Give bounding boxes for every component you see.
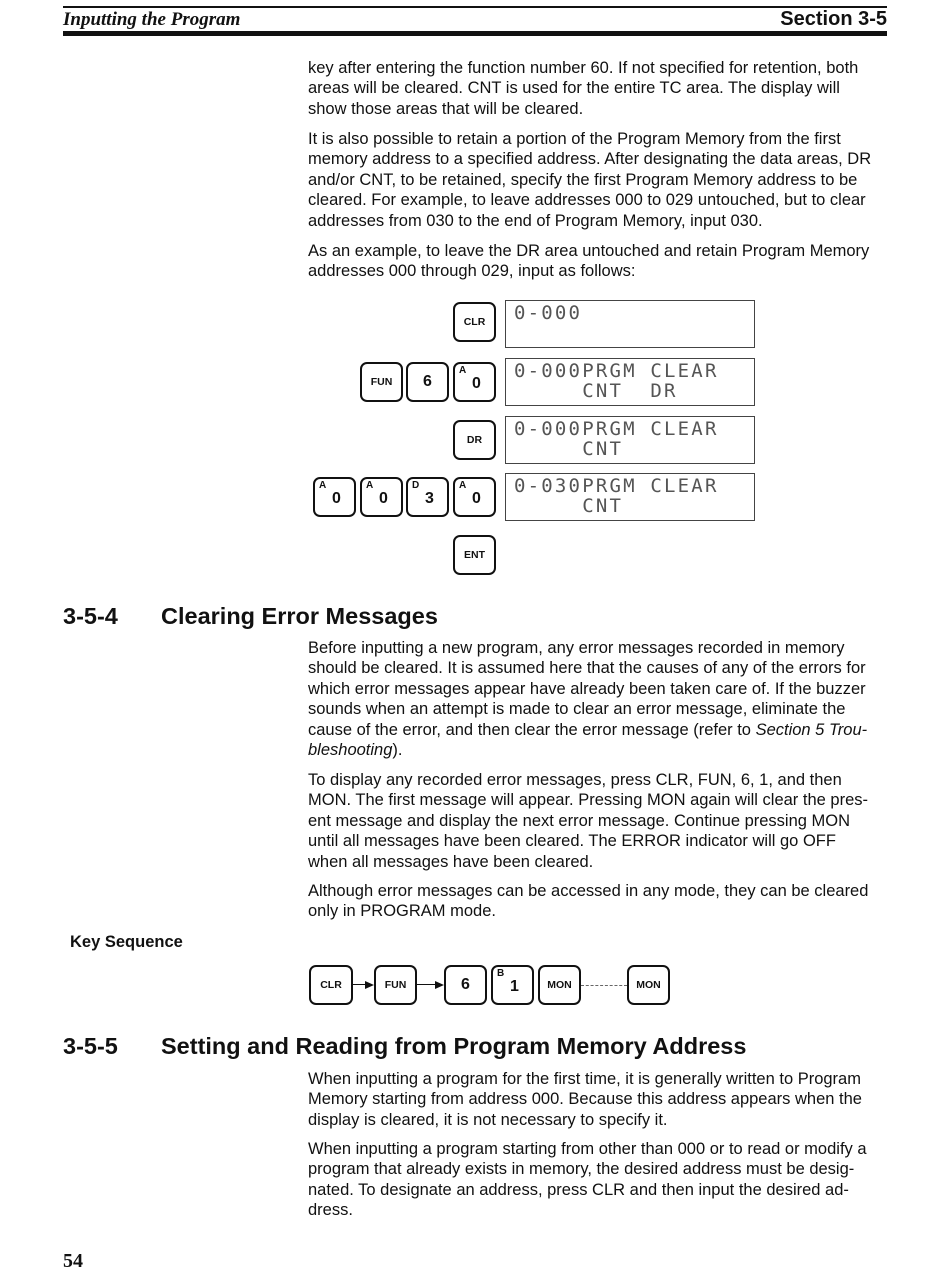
text-line: which error messages appear have already been taken care of. If the buzzer — [308, 679, 866, 698]
text-line: sounds when an attempt is made to clear an error message, eliminate the — [308, 700, 846, 719]
text-line: It is also possible to retain a portion of the Program Memory from the first — [308, 130, 841, 148]
fun-key — [374, 965, 417, 1005]
text-line: As an example, to leave the DR area untouched and retain Program Memory — [308, 242, 870, 260]
text-line: and/or CNT, to be retained, specify the first Program Memory address to be — [308, 170, 858, 189]
text-line: When inputting a program for the first time, it is generally written to Program — [308, 1070, 861, 1088]
section-number: 3-5-4 — [63, 603, 118, 629]
text-run: cause of the error, and then clear the error message (refer to — [308, 720, 756, 739]
text-line: To display any recorded error messages, press CLR, FUN, 6, 1, and then — [308, 771, 842, 789]
key-label: 6 — [461, 976, 470, 993]
zero-key — [453, 477, 496, 517]
text-run: ). — [392, 741, 403, 760]
lcd-line-1: 0-000PRGM CLEAR — [514, 360, 719, 382]
text-line: when all messages have been cleared. — [308, 852, 594, 871]
key-sublabel: A — [366, 480, 374, 491]
page-header — [63, 6, 887, 36]
italic-reference: bleshooting — [308, 741, 393, 760]
lcd-line-2: CNT — [514, 438, 624, 460]
one-key — [491, 965, 534, 1005]
text-line — [308, 740, 888, 760]
key-label: 1 — [510, 977, 519, 995]
key-label: 6 — [423, 373, 432, 390]
lcd-display — [505, 358, 755, 406]
key-label: ENT — [464, 549, 485, 561]
intro-paragraph-3 — [308, 241, 888, 282]
mon-key — [538, 965, 581, 1005]
text-line: addresses from 030 to the end of Program Memory, input 030. — [308, 211, 763, 230]
key-label: 0 — [472, 374, 481, 392]
intro-paragraph-1 — [308, 58, 888, 119]
text-line: When inputting a program starting from other than 000 or to read or modify a — [308, 1140, 867, 1158]
text-line: only in PROGRAM mode. — [308, 902, 496, 921]
key-label: 0 — [472, 489, 481, 507]
section-355-paragraph-1 — [308, 1069, 888, 1130]
key-label: FUN — [384, 979, 407, 991]
key-label: MON — [636, 979, 661, 991]
text-line: ent message and display the next error message. Continue pressing MON — [308, 811, 851, 830]
text-line: memory address to a specified address. After designating the data areas, DR — [308, 150, 872, 169]
header-bottom-rule — [63, 31, 887, 36]
key-label: CLR — [463, 316, 486, 328]
dr-key — [453, 420, 496, 460]
text-line: should be cleared. It is assumed here that the causes of any of the errors for — [308, 659, 866, 678]
key-label: MON — [547, 979, 572, 991]
text-line: program that already exists in memory, the desired address must be desig- — [308, 1160, 855, 1179]
ent-key — [453, 535, 496, 575]
arrow-head — [365, 981, 374, 989]
key-label: DR — [466, 434, 483, 446]
section-354-paragraph-3 — [308, 881, 888, 922]
key-sublabel: B — [497, 968, 505, 979]
key-label: CLR — [320, 979, 342, 991]
text-line: dress. — [308, 1201, 353, 1220]
text-line: until all messages have been cleared. The ERROR indicator will go OFF — [308, 832, 836, 851]
key-sublabel: A — [459, 480, 467, 491]
text-line: Although error messages can be accessed in any mode, they can be cleared — [308, 882, 869, 900]
section-number: 3-5-5 — [63, 1033, 118, 1059]
section-heading — [63, 603, 438, 630]
dashed-connector — [581, 985, 627, 986]
key-label: 3 — [425, 489, 434, 507]
zero-key — [453, 362, 496, 402]
zero-key — [360, 477, 403, 517]
intro-paragraph-2 — [308, 129, 888, 231]
lcd-line-2: CNT — [514, 495, 624, 517]
text-line: addresses 000 through 029, input as follows: — [308, 262, 636, 281]
six-key — [406, 362, 449, 402]
fun-key — [360, 362, 403, 402]
key-sublabel: A — [319, 480, 327, 491]
key-sublabel: A — [459, 365, 467, 376]
clr-key — [309, 965, 353, 1005]
header-top-rule — [63, 6, 887, 8]
arrow-head — [435, 981, 444, 989]
header-title: Inputting the Program — [63, 9, 241, 30]
lcd-display — [505, 416, 755, 464]
three-key — [406, 477, 449, 517]
text-line: cleared. For example, to leave addresses 000 to 029 untouched, but to clear — [308, 191, 866, 210]
text-line: MON. The first message will appear. Pressing MON again will clear the pres- — [308, 791, 868, 810]
section-355-paragraph-2 — [308, 1139, 888, 1221]
lcd-line-2: CNT DR — [514, 380, 678, 402]
header-section: Section 3-5 — [780, 8, 887, 30]
six-key — [444, 965, 487, 1005]
italic-reference: Section 5 Trou- — [755, 720, 868, 739]
key-label: FUN — [370, 376, 393, 388]
text-line: Memory starting from address 000. Because this address appears when the — [308, 1090, 862, 1109]
text-line: display is cleared, it is not necessary to specify it. — [308, 1110, 668, 1129]
zero-key — [313, 477, 356, 517]
section-heading — [63, 1033, 746, 1060]
lcd-display — [505, 300, 755, 348]
key-label: 0 — [332, 489, 341, 507]
mon-key — [627, 965, 670, 1005]
text-line: areas will be cleared. CNT is used for the entire TC area. The display will — [308, 79, 840, 98]
text-line: Before inputting a new program, any error messages recorded in memory — [308, 639, 845, 657]
section-354-paragraph-1 — [308, 638, 888, 760]
text-line: key after entering the function number 60. If not specified for retention, both — [308, 59, 859, 77]
lcd-line-1: 0-030PRGM CLEAR — [514, 475, 719, 497]
page-number: 54 — [63, 1250, 83, 1272]
section-title: Clearing Error Messages — [161, 603, 438, 629]
arrow-line — [417, 984, 436, 985]
lcd-display — [505, 473, 755, 521]
clr-key — [453, 302, 496, 342]
key-label: 0 — [379, 489, 388, 507]
text-line: nated. To designate an address, press CLR and then input the desired ad- — [308, 1180, 849, 1199]
key-sequence-label: Key Sequence — [70, 933, 183, 951]
section-354-paragraph-2 — [308, 770, 888, 872]
text-line — [308, 720, 888, 740]
text-line: show those areas that will be cleared. — [308, 99, 584, 118]
lcd-line-1: 0-000PRGM CLEAR — [514, 418, 719, 440]
lcd-line-1: 0-000 — [514, 302, 583, 324]
section-title: Setting and Reading from Program Memory Address — [161, 1033, 747, 1059]
key-sublabel: D — [412, 480, 420, 491]
